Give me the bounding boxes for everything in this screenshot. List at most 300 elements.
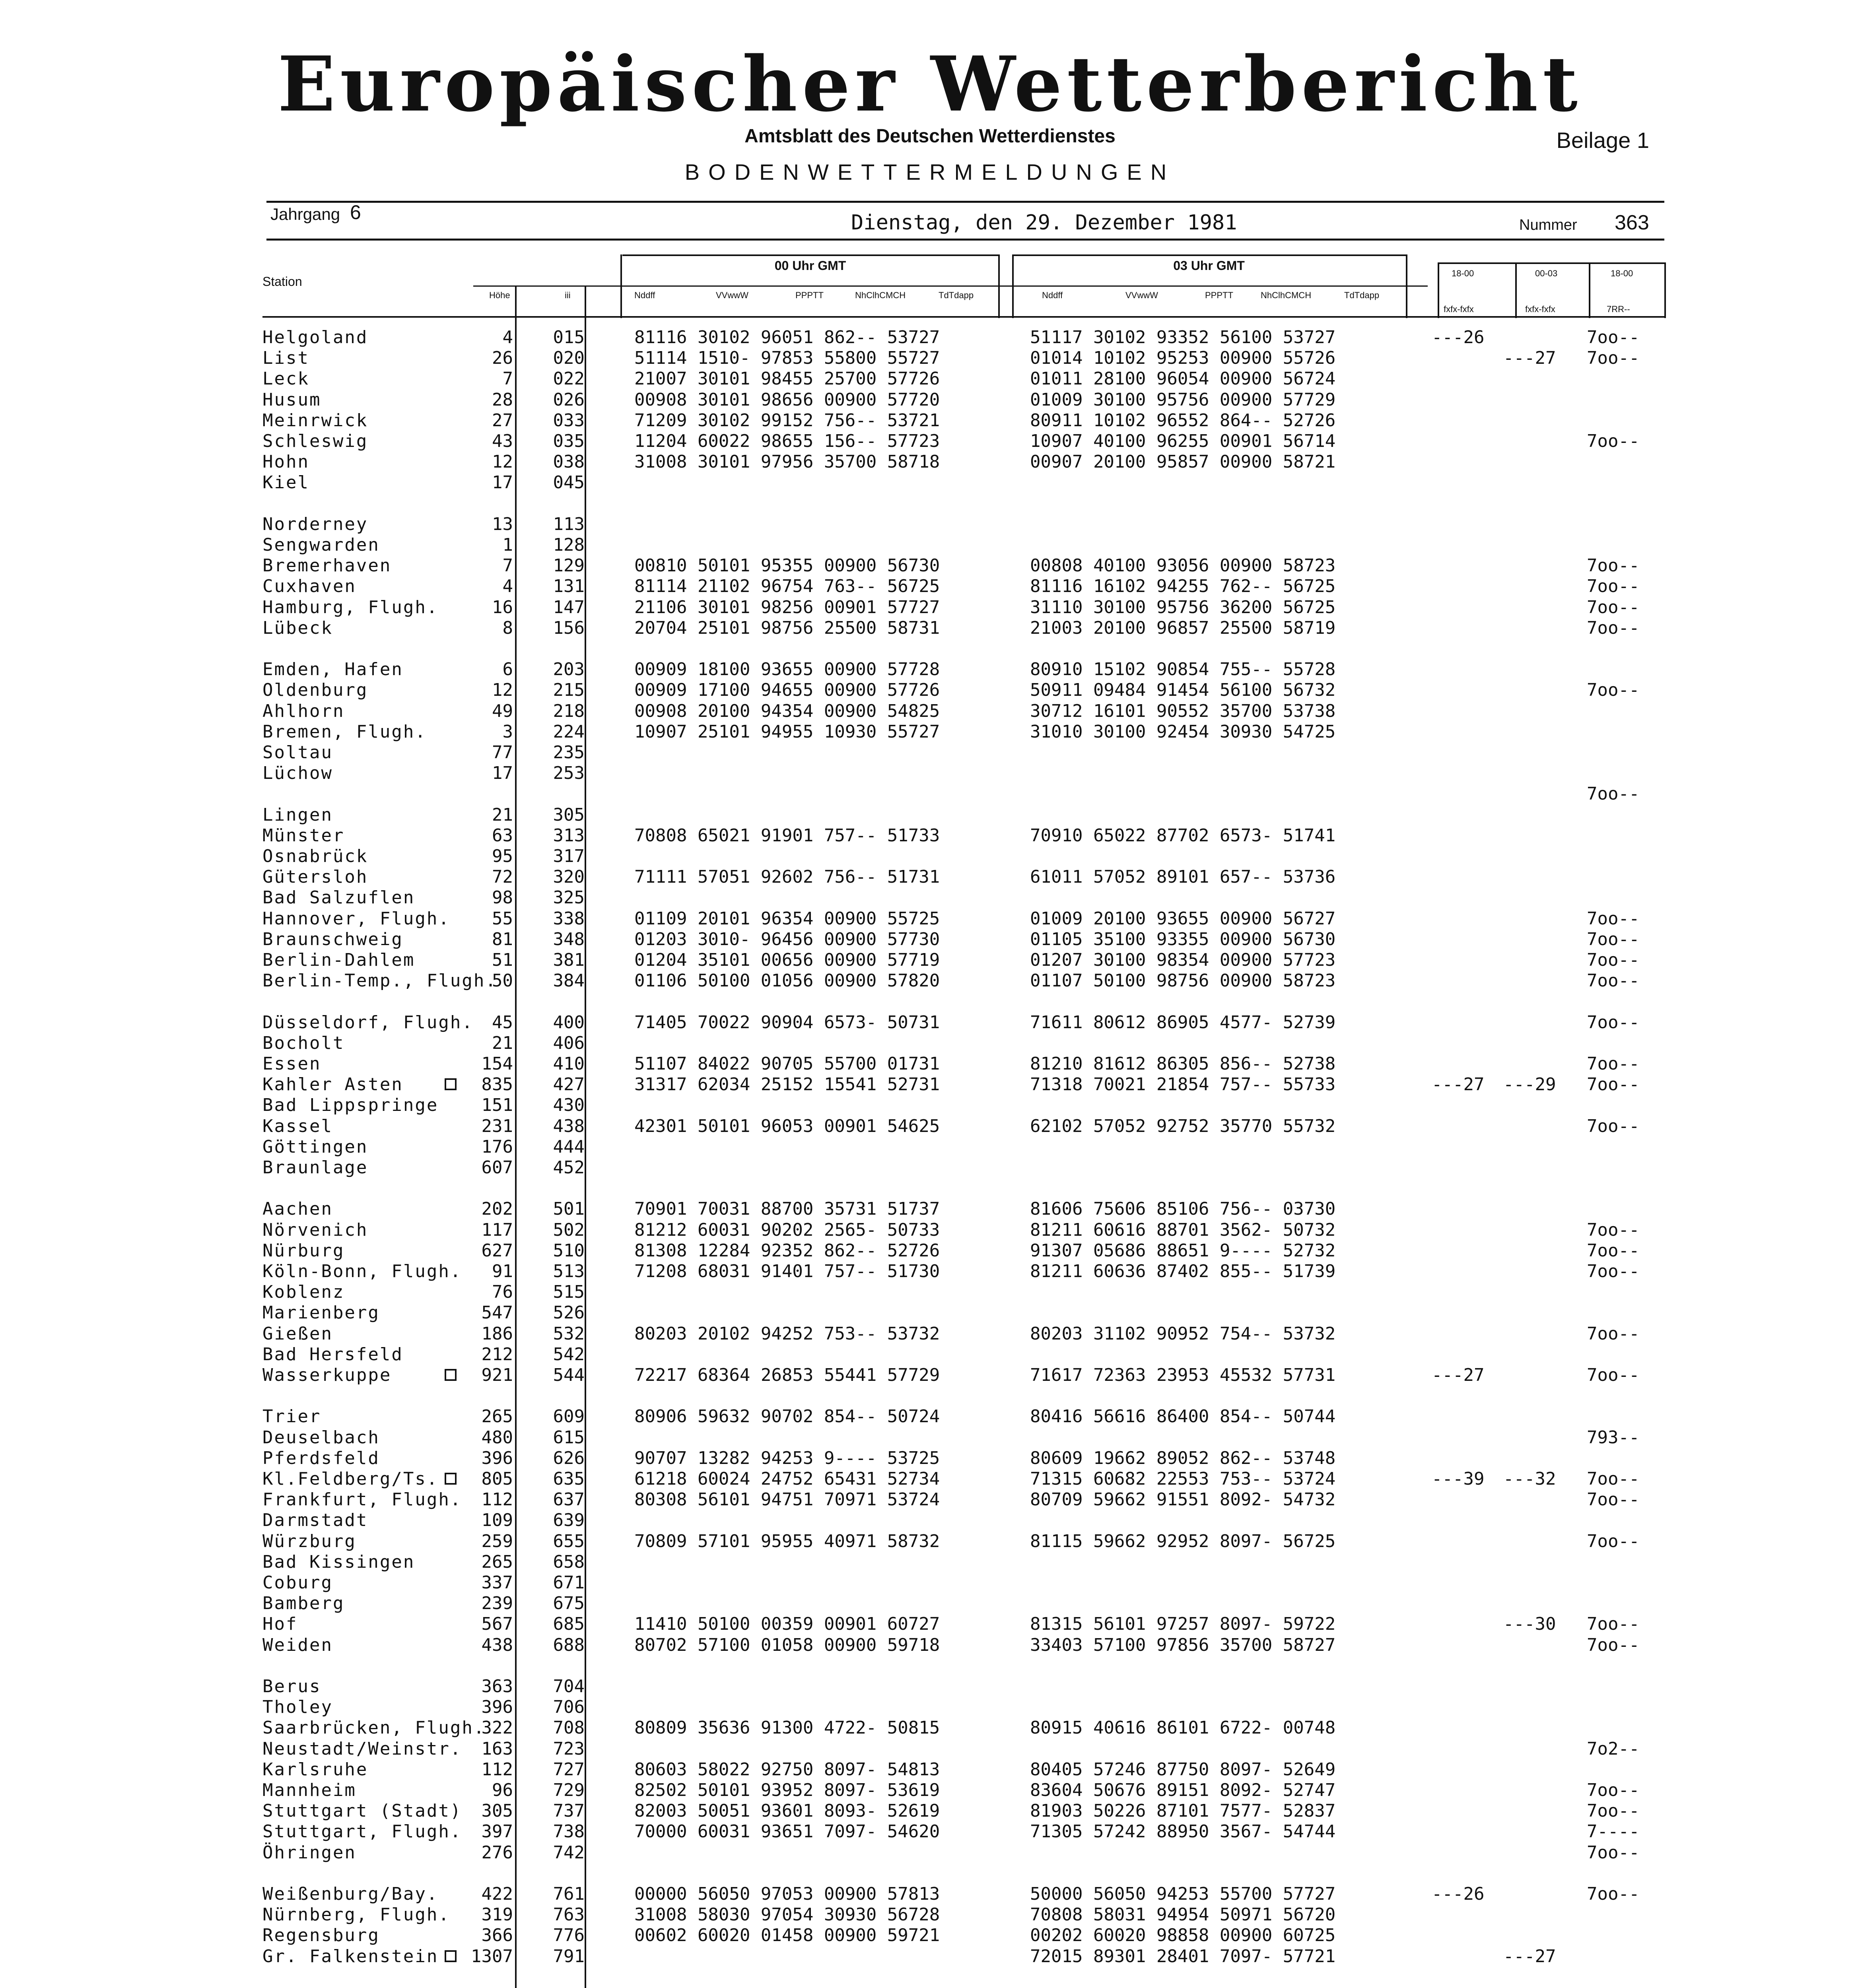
cell-obs03: 01107 50100 98756 00900 58723 (1030, 971, 1336, 991)
cell-ex3: 7oo-- (1587, 348, 1640, 369)
cell-iii: 313 (553, 825, 585, 846)
table-row (0, 722, 1860, 742)
table-row (0, 929, 1860, 950)
extra-a-sub: fxfx-fxfx (1444, 304, 1474, 314)
cell-ex1: ---26 (1432, 327, 1485, 348)
cell-iii: 723 (553, 1738, 585, 1759)
cell-obs00: 70808 65021 91901 757-- 51733 (634, 825, 940, 846)
report-date: Dienstag, den 29. Dezember 1981 (851, 211, 1237, 235)
cell-obs00: 51107 84022 90705 55700 01731 (634, 1054, 940, 1074)
cell-obs03: 01011 28100 96054 00900 56724 (1030, 369, 1336, 389)
cell-obs03: 71617 72363 23953 45532 57731 (1030, 1365, 1336, 1385)
cell-obs03: 83604 50676 89151 8092- 52747 (1030, 1780, 1336, 1800)
cell-obs00: 80203 20102 94252 753-- 53732 (634, 1323, 940, 1344)
cell-ex3: 793-- (1587, 1427, 1640, 1448)
col-separator (1515, 262, 1517, 318)
table-row (0, 1157, 1860, 1178)
cell-iii: 444 (553, 1136, 585, 1157)
table-row (0, 909, 1860, 929)
cell-hoehe: 17 (492, 472, 513, 493)
cell-iii: 224 (553, 721, 585, 742)
cell-station: Bocholt (262, 1033, 345, 1053)
cell-iii: 218 (553, 701, 585, 721)
cell-obs00: 00000 56050 97053 00900 57813 (634, 1884, 940, 1904)
cell-hoehe: 72 (492, 867, 513, 887)
cell-iii: 022 (553, 369, 585, 389)
cell-hoehe: 45 (492, 1012, 513, 1033)
cell-ex3: 7oo-- (1587, 327, 1640, 348)
table-row (0, 1116, 1860, 1137)
cell-ex3: 7oo-- (1587, 1469, 1640, 1489)
cell-obs00: 51114 1510- 97853 55800 55727 (634, 348, 940, 369)
cell-obs00: 00909 18100 93655 00900 57728 (634, 659, 940, 680)
cell-hoehe: 154 (481, 1054, 513, 1074)
cell-obs03: 81315 56101 97257 8097- 59722 (1030, 1614, 1336, 1635)
cell-iii: 033 (553, 410, 585, 431)
cell-iii: 637 (553, 1489, 585, 1510)
cell-obs00: 00908 30101 98656 00900 57720 (634, 389, 940, 410)
cell-iii: 615 (553, 1427, 585, 1448)
cell-station: Frankfurt, Flugh. (262, 1489, 462, 1510)
cell-iii: 501 (553, 1199, 585, 1219)
cell-obs00: 00909 17100 94655 00900 57726 (634, 680, 940, 701)
table-row (0, 1780, 1860, 1801)
cell-ex2: ---27 (1503, 1946, 1556, 1967)
cell-obs00: 80603 58022 92750 8097- 54813 (634, 1759, 940, 1780)
table-row (0, 618, 1860, 639)
cell-iii: 147 (553, 597, 585, 617)
section-title: BODENWETTERMELDUNGEN (684, 159, 1176, 184)
table-row (0, 493, 1860, 514)
cell-obs03: 31110 30100 95756 36200 56725 (1030, 597, 1336, 617)
table-row (0, 1925, 1860, 1946)
cell-hoehe: 13 (492, 514, 513, 534)
cell-hoehe: 50 (492, 971, 513, 991)
cell-ex3: 7oo-- (1587, 1614, 1640, 1635)
cell-station: Koblenz (262, 1282, 345, 1303)
cell-iii: 544 (553, 1365, 585, 1385)
cell-station: Gießen (262, 1323, 333, 1344)
cell-iii: 129 (553, 555, 585, 576)
cell-iii: 635 (553, 1469, 585, 1489)
table-row (0, 1552, 1860, 1573)
table-row (0, 784, 1860, 804)
gmt03-rule (1012, 254, 1406, 256)
cell-iii: 038 (553, 452, 585, 472)
cell-hoehe: 397 (481, 1821, 513, 1842)
cell-obs03: 01009 30100 95756 00900 57729 (1030, 389, 1336, 410)
col-separator (998, 254, 1000, 318)
cell-iii: 742 (553, 1842, 585, 1863)
col-cloud-03: NhClhCMCH (1261, 290, 1312, 300)
mountain-station-marker (445, 1369, 457, 1381)
cell-station: Bad Salzuflen (262, 887, 415, 908)
mountain-station-marker (445, 1950, 457, 1962)
cell-hoehe: 43 (492, 431, 513, 451)
cell-obs03: 33403 57100 97856 35700 58727 (1030, 1635, 1336, 1655)
col-dew-00: TdTdapp (939, 290, 974, 300)
gmt03-header: 03 Uhr GMT (1173, 258, 1245, 273)
cell-obs03: 80609 19662 89052 862-- 53748 (1030, 1448, 1336, 1468)
cell-obs03: 71315 60682 22553 753-- 53724 (1030, 1469, 1336, 1489)
cell-hoehe: 366 (481, 1925, 513, 1946)
cell-obs00: 81308 12284 92352 862-- 52726 (634, 1240, 940, 1261)
cell-obs03: 71611 80612 86905 4577- 52739 (1030, 1012, 1336, 1033)
cell-iii: 708 (553, 1718, 585, 1738)
cell-ex3: 7oo-- (1587, 1323, 1640, 1344)
cell-obs03: 72015 89301 28401 7097- 57721 (1030, 1946, 1336, 1967)
hoehe-header: Höhe (489, 290, 510, 300)
table-row (0, 805, 1860, 825)
table-row (0, 1676, 1860, 1697)
cell-hoehe: 7 (502, 555, 513, 576)
table-row (0, 991, 1860, 1012)
cell-iii: 706 (553, 1697, 585, 1718)
cell-station: Stuttgart, Flugh. (262, 1821, 462, 1842)
cell-hoehe: 805 (481, 1469, 513, 1489)
cell-obs03: 81606 75606 85106 756-- 03730 (1030, 1199, 1336, 1219)
extra-rule (1438, 262, 1664, 264)
cell-obs03: 71318 70021 21854 757-- 55733 (1030, 1074, 1336, 1095)
cell-ex1: ---27 (1432, 1074, 1485, 1095)
cell-hoehe: 363 (481, 1676, 513, 1697)
cell-obs00: 01204 35101 00656 00900 57719 (634, 950, 940, 970)
cell-iii: 542 (553, 1344, 585, 1365)
cell-station: Cuxhaven (262, 576, 356, 597)
cell-station: Mannheim (262, 1780, 356, 1800)
table-row (0, 452, 1860, 472)
table-row (0, 680, 1860, 701)
cell-obs00: 71208 68031 91401 757-- 51730 (634, 1261, 940, 1281)
cell-hoehe: 8 (502, 617, 513, 638)
cell-station: Hohn (262, 452, 309, 472)
cell-iii: 235 (553, 742, 585, 763)
cell-station: Kl.Feldberg/Ts. (262, 1469, 439, 1489)
cell-obs03: 71305 57242 88950 3567- 54744 (1030, 1821, 1336, 1842)
table-row (0, 1842, 1860, 1863)
cell-iii: 791 (553, 1946, 585, 1967)
cell-station: Aachen (262, 1199, 333, 1219)
table-row (0, 1593, 1860, 1614)
cell-iii: 156 (553, 617, 585, 638)
jahrgang-label: Jahrgang (270, 205, 340, 223)
cell-iii: 502 (553, 1219, 585, 1240)
cell-hoehe: 28 (492, 389, 513, 410)
col-separator (1664, 262, 1666, 318)
cell-station: Berlin-Dahlem (262, 950, 415, 970)
cell-ex2: ---27 (1503, 348, 1556, 369)
cell-obs03: 81210 81612 86305 856-- 52738 (1030, 1054, 1336, 1074)
cell-obs03: 91307 05686 88651 9---- 52732 (1030, 1240, 1336, 1261)
table-row (0, 1178, 1860, 1199)
cell-iii: 763 (553, 1905, 585, 1925)
table-row (0, 1531, 1860, 1552)
cell-obs00: 80308 56101 94751 70971 53724 (634, 1489, 940, 1510)
cell-station: Münster (262, 825, 345, 846)
cell-hoehe: 265 (481, 1551, 513, 1572)
cell-iii: 675 (553, 1593, 585, 1614)
cell-hoehe: 151 (481, 1095, 513, 1116)
cell-station: Kiel (262, 472, 309, 493)
cell-iii: 452 (553, 1157, 585, 1178)
table-row (0, 597, 1860, 618)
table-row (0, 327, 1860, 348)
cell-hoehe: 202 (481, 1199, 513, 1219)
cell-hoehe: 176 (481, 1136, 513, 1157)
cell-ex3: 7oo-- (1587, 1365, 1640, 1385)
cell-ex3: 7oo-- (1587, 1261, 1640, 1281)
cell-obs00: 01203 3010- 96456 00900 57730 (634, 929, 940, 949)
gmt00-header: 00 Uhr GMT (774, 258, 846, 273)
col-separator (1589, 262, 1590, 318)
cell-iii: 128 (553, 535, 585, 555)
cell-iii: 658 (553, 1551, 585, 1572)
table-row (0, 846, 1860, 867)
extra-c-sub: 7RR-- (1607, 304, 1630, 314)
cell-hoehe: 319 (481, 1905, 513, 1925)
cell-obs03: 30712 16101 90552 35700 53738 (1030, 701, 1336, 721)
cell-obs03: 00808 40100 93056 00900 58723 (1030, 555, 1336, 576)
cell-station: Hamburg, Flugh. (262, 597, 439, 617)
cell-hoehe: 63 (492, 825, 513, 846)
cell-hoehe: 337 (481, 1573, 513, 1593)
report-subtitle: Amtsblatt des Deutschen Wetterdienstes (744, 126, 1116, 147)
cell-iii: 430 (553, 1095, 585, 1116)
cell-ex1: ---39 (1432, 1469, 1485, 1489)
cell-station: Kassel (262, 1116, 333, 1136)
mountain-station-marker (445, 1473, 457, 1485)
cell-ex3: 7oo-- (1587, 555, 1640, 576)
cell-iii: 685 (553, 1614, 585, 1635)
table-row (0, 1697, 1860, 1718)
cell-obs00: 81212 60031 90202 2565- 50733 (634, 1219, 940, 1240)
table-row (0, 1635, 1860, 1656)
cell-obs00: 01109 20101 96354 00900 55725 (634, 908, 940, 929)
cell-ex3: 7oo-- (1587, 1116, 1640, 1136)
cell-obs03: 81116 16102 94255 762-- 56725 (1030, 576, 1336, 597)
cell-obs00: 11410 50100 00359 00901 60727 (634, 1614, 940, 1635)
cell-station: Emden, Hafen (262, 659, 403, 680)
cell-station: Bamberg (262, 1593, 345, 1614)
table-row (0, 1821, 1860, 1842)
cell-hoehe: 77 (492, 742, 513, 763)
cell-hoehe: 55 (492, 908, 513, 929)
cell-hoehe: 117 (481, 1219, 513, 1240)
cell-station: Helgoland (262, 327, 368, 348)
table-row (0, 1718, 1860, 1738)
cell-hoehe: 109 (481, 1510, 513, 1531)
cell-ex1: ---26 (1432, 1884, 1485, 1904)
table-row (0, 1054, 1860, 1074)
table-row (0, 1801, 1860, 1821)
cell-obs00: 80702 57100 01058 00900 59718 (634, 1635, 940, 1655)
cell-hoehe: 51 (492, 950, 513, 970)
cell-iii: 727 (553, 1759, 585, 1780)
cell-iii: 761 (553, 1884, 585, 1904)
cell-ex3: 7oo-- (1587, 1219, 1640, 1240)
cell-station: Ahlhorn (262, 701, 345, 721)
cell-ex3: 7oo-- (1587, 908, 1640, 929)
cell-obs03: 01105 35100 93355 00900 56730 (1030, 929, 1336, 949)
cell-iii: 338 (553, 908, 585, 929)
cell-station: List (262, 348, 309, 369)
cell-obs00: 31008 30101 97956 35700 58718 (634, 452, 940, 472)
cell-hoehe: 4 (502, 576, 513, 597)
cell-ex3: 7oo-- (1587, 1012, 1640, 1033)
cell-obs03: 61011 57052 89101 657-- 53736 (1030, 867, 1336, 887)
cell-iii: 776 (553, 1925, 585, 1946)
cell-station: Oldenburg (262, 680, 368, 701)
table-row (0, 1365, 1860, 1386)
table-row (0, 555, 1860, 576)
cell-station: Berus (262, 1676, 321, 1697)
cell-obs00: 31317 62034 25152 15541 52731 (634, 1074, 940, 1095)
cell-obs03: 80709 59662 91551 8092- 54732 (1030, 1489, 1336, 1510)
cell-ex3: 7oo-- (1587, 1489, 1640, 1510)
cell-iii: 609 (553, 1406, 585, 1427)
cell-obs03: 62102 57052 92752 35770 55732 (1030, 1116, 1336, 1136)
table-row (0, 1656, 1860, 1676)
cell-obs03: 80915 40616 86101 6722- 00748 (1030, 1718, 1336, 1738)
cell-obs00: 21106 30101 98256 00901 57727 (634, 597, 940, 617)
table-row (0, 1739, 1860, 1759)
cell-station: Bad Kissingen (262, 1551, 415, 1572)
cell-hoehe: 276 (481, 1842, 513, 1863)
table-row (0, 410, 1860, 431)
table-row (0, 1074, 1860, 1095)
cell-iii: 035 (553, 431, 585, 451)
cell-iii: 729 (553, 1780, 585, 1800)
col-separator (1438, 262, 1439, 318)
cell-station: Nürburg (262, 1240, 345, 1261)
table-row (0, 1095, 1860, 1116)
cell-iii: 510 (553, 1240, 585, 1261)
cell-obs03: 81903 50226 87101 7577- 52837 (1030, 1801, 1336, 1821)
cell-obs03: 70910 65022 87702 6573- 51741 (1030, 825, 1336, 846)
cell-obs00: 70901 70031 88700 35731 51737 (634, 1199, 940, 1219)
table-row (0, 431, 1860, 452)
cell-ex3: 7oo-- (1587, 597, 1640, 617)
cell-station: Nörvenich (262, 1219, 368, 1240)
cell-iii: 688 (553, 1635, 585, 1655)
table-row (0, 1324, 1860, 1344)
cell-iii: 400 (553, 1012, 585, 1033)
table-header (0, 247, 1860, 326)
cell-obs03: 80405 57246 87750 8097- 52649 (1030, 1759, 1336, 1780)
cell-station: Stuttgart (Stadt) (262, 1801, 462, 1821)
cell-obs00: 82502 50101 93952 8097- 53619 (634, 1780, 940, 1800)
cell-obs00: 70000 60031 93651 7097- 54620 (634, 1821, 940, 1842)
cell-ex2: ---29 (1503, 1074, 1556, 1095)
table-row (0, 825, 1860, 846)
cell-hoehe: 567 (481, 1614, 513, 1635)
cell-hoehe: 21 (492, 804, 513, 825)
table-row (0, 1427, 1860, 1448)
cell-obs00: 80809 35636 91300 4722- 50815 (634, 1718, 940, 1738)
cell-station: Lübeck (262, 617, 333, 638)
cell-obs03: 80910 15102 90854 755-- 55728 (1030, 659, 1336, 680)
cell-obs03: 01014 10102 95253 00900 55726 (1030, 348, 1336, 369)
cell-obs00: 71209 30102 99152 756-- 53721 (634, 410, 940, 431)
cell-obs03: 80203 31102 90952 754-- 53732 (1030, 1323, 1336, 1344)
cell-hoehe: 3 (502, 721, 513, 742)
iii-header: iii (565, 290, 571, 300)
cell-obs00: 72217 68364 26853 55441 57729 (634, 1365, 940, 1385)
cell-iii: 738 (553, 1821, 585, 1842)
cell-hoehe: 921 (481, 1365, 513, 1385)
cell-station: Husum (262, 389, 321, 410)
jahrgang-value: 6 (350, 201, 361, 223)
cell-obs03: 31010 30100 92454 30930 54725 (1030, 721, 1336, 742)
cell-station: Bremerhaven (262, 555, 392, 576)
col-separator (620, 254, 622, 318)
cell-station: Darmstadt (262, 1510, 368, 1531)
cell-obs03: 01009 20100 93655 00900 56727 (1030, 908, 1336, 929)
cell-hoehe: 49 (492, 701, 513, 721)
cell-obs03: 81115 59662 92952 8097- 56725 (1030, 1531, 1336, 1551)
cell-obs00: 82003 50051 93601 8093- 52619 (634, 1801, 940, 1821)
cell-obs00: 20704 25101 98756 25500 58731 (634, 617, 940, 638)
cell-station: Bremen, Flugh. (262, 721, 427, 742)
table-row (0, 1199, 1860, 1219)
cell-obs00: 80906 59632 90702 854-- 50724 (634, 1406, 940, 1427)
cell-station: Göttingen (262, 1136, 368, 1157)
cell-iii: 131 (553, 576, 585, 597)
cell-obs03: 81211 60616 88701 3562- 50732 (1030, 1219, 1336, 1240)
cell-obs00: 00602 60020 01458 00900 59721 (634, 1925, 940, 1946)
cell-iii: 655 (553, 1531, 585, 1551)
cell-iii: 045 (553, 472, 585, 493)
cell-iii: 532 (553, 1323, 585, 1344)
table-row (0, 1282, 1860, 1303)
cell-station: Wasserkuppe (262, 1365, 392, 1385)
cell-hoehe: 7 (502, 369, 513, 389)
table-row (0, 1905, 1860, 1925)
cell-iii: 626 (553, 1448, 585, 1468)
cell-obs00: 10907 25101 94955 10930 55727 (634, 721, 940, 742)
cell-obs00: 31008 58030 97054 30930 56728 (634, 1905, 940, 1925)
date-rule (266, 239, 1664, 241)
table-row (0, 701, 1860, 722)
cell-hoehe: 547 (481, 1303, 513, 1323)
cell-iii: 015 (553, 327, 585, 348)
cell-ex3: 7oo-- (1587, 1780, 1640, 1800)
cell-hoehe: 231 (481, 1116, 513, 1136)
cell-station: Soltau (262, 742, 333, 763)
cell-station: Osnabrück (262, 846, 368, 866)
table-row (0, 1241, 1860, 1261)
cell-hoehe: 12 (492, 452, 513, 472)
table-row (0, 1759, 1860, 1780)
table-row (0, 887, 1860, 908)
col-ppptt-00: PPPTT (795, 290, 824, 300)
cell-ex3: 7oo-- (1587, 784, 1640, 804)
cell-station: Hof (262, 1614, 298, 1635)
table-row (0, 1344, 1860, 1365)
cell-iii: 215 (553, 680, 585, 701)
cell-ex3: 7oo-- (1587, 1801, 1640, 1821)
cell-obs03: 70808 58031 94954 50971 56720 (1030, 1905, 1336, 1925)
cell-obs03: 00907 20100 95857 00900 58721 (1030, 452, 1336, 472)
cell-hoehe: 627 (481, 1240, 513, 1261)
cell-station: Bad Lippspringe (262, 1095, 439, 1116)
cell-iii: 020 (553, 348, 585, 369)
cell-hoehe: 98 (492, 887, 513, 908)
cell-iii: 671 (553, 1573, 585, 1593)
cell-hoehe: 322 (481, 1718, 513, 1738)
table-row (0, 867, 1860, 887)
cell-hoehe: 1 (502, 535, 513, 555)
